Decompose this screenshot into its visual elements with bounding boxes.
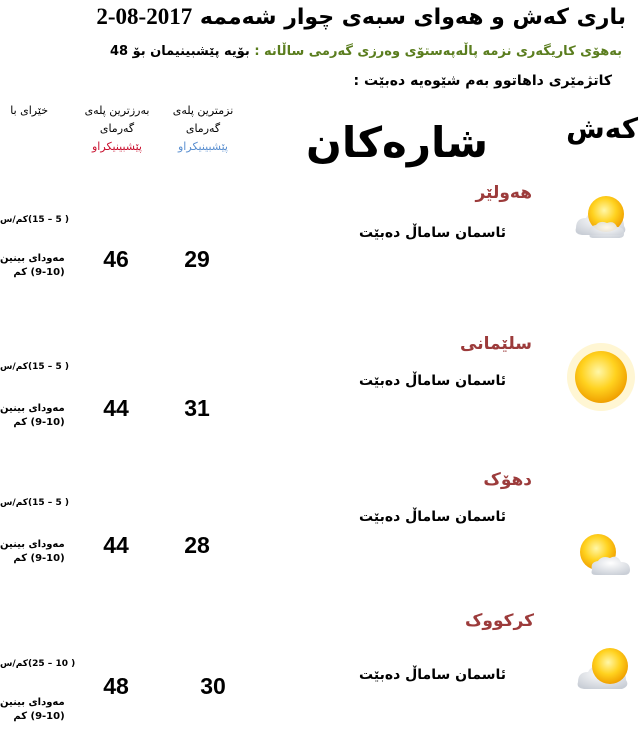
notice-line xyxy=(110,44,622,59)
max-temp: 48 xyxy=(103,673,129,699)
visibility-label: مەودای بینین xyxy=(0,253,65,264)
min-temp: 30 xyxy=(200,673,226,699)
max-header-forecast: پێشبینیکراو xyxy=(92,140,142,153)
visibility-value: (9-10) کم xyxy=(13,267,65,278)
city-condition: ئاسمان ساماڵ دەبێت xyxy=(359,225,506,241)
visibility xyxy=(0,402,65,430)
city-name-kirkuk: کرکووک xyxy=(465,611,534,631)
max-header-line1: بەرزترین پلەی xyxy=(84,104,150,117)
max-temp: 44 xyxy=(103,395,129,421)
min-temp: 29 xyxy=(184,246,210,272)
max-temp: 44 xyxy=(103,532,129,558)
wind-speed: ( 5 – 15)کم/س xyxy=(0,362,69,372)
notice-label: بەهۆی کاریگەری نزمە پاڵەپەستۆی وەرزی گەرمی ساڵانە : xyxy=(254,44,622,59)
cities-column-header: شارەکان xyxy=(306,118,489,167)
min-header-line1: نزمترین پلەی xyxy=(172,104,234,117)
notice-number: 48 xyxy=(109,44,129,59)
page-title xyxy=(96,4,626,30)
city-condition: ئاسمان ساماڵ دەبێت xyxy=(359,667,506,683)
visibility xyxy=(0,696,65,724)
max-temp: 46 xyxy=(103,246,129,272)
city-name-sulaymaniyah: سلێمانی xyxy=(460,334,532,354)
visibility-value: (9-10) کم xyxy=(13,711,65,722)
notice-value: بۆیە پێشبینیمان بۆ xyxy=(132,44,250,59)
wind-speed: ( 5 – 15)کم/س xyxy=(0,215,69,225)
min-temp: 28 xyxy=(184,532,210,558)
sun-icon xyxy=(564,340,638,414)
min-temp: 31 xyxy=(184,395,210,421)
visibility-value: (9-10) کم xyxy=(13,553,65,564)
max-temp-column-header xyxy=(72,102,162,156)
visibility-value: (9-10) کم xyxy=(13,417,65,428)
wind-column-header xyxy=(0,102,48,120)
min-header-line2: گەرمای xyxy=(185,122,221,135)
weather-column-header: کەش xyxy=(566,112,638,145)
visibility-label: مەودای بینین xyxy=(0,697,65,708)
title-date: 2017-08-2 xyxy=(96,4,193,29)
min-header-forecast: پێشبینیکراو xyxy=(178,140,228,153)
city-name-erbil: هەولێر xyxy=(475,183,532,203)
visibility-label: مەودای بینین xyxy=(0,403,65,414)
notice-line-2: کاتژمێری داهاتوو بەم شێوەیە دەبێت : xyxy=(353,73,612,89)
visibility xyxy=(0,252,65,280)
wind-speed: ( 5 – 15)کم/س xyxy=(0,498,69,508)
visibility-label: مەودای بینین xyxy=(0,539,65,550)
visibility xyxy=(0,538,65,566)
wind-header-label: خێرای با xyxy=(10,104,48,117)
sun-with-clouds-icon xyxy=(570,526,634,582)
min-temp-column-header xyxy=(158,102,248,156)
sun-with-clouds-icon xyxy=(574,640,638,698)
sun-with-clouds-icon xyxy=(572,188,636,246)
max-header-line2: گەرمای xyxy=(99,122,135,135)
title-text: باری کەش و هەوای سبەی چوار شەممە xyxy=(199,5,626,30)
city-name-duhok: دهۆک xyxy=(483,470,532,490)
city-condition: ئاسمان ساماڵ دەبێت xyxy=(359,509,506,525)
city-condition: ئاسمان ساماڵ دەبێت xyxy=(359,373,506,389)
wind-speed: ( 10 – 25)کم/س xyxy=(0,659,76,669)
